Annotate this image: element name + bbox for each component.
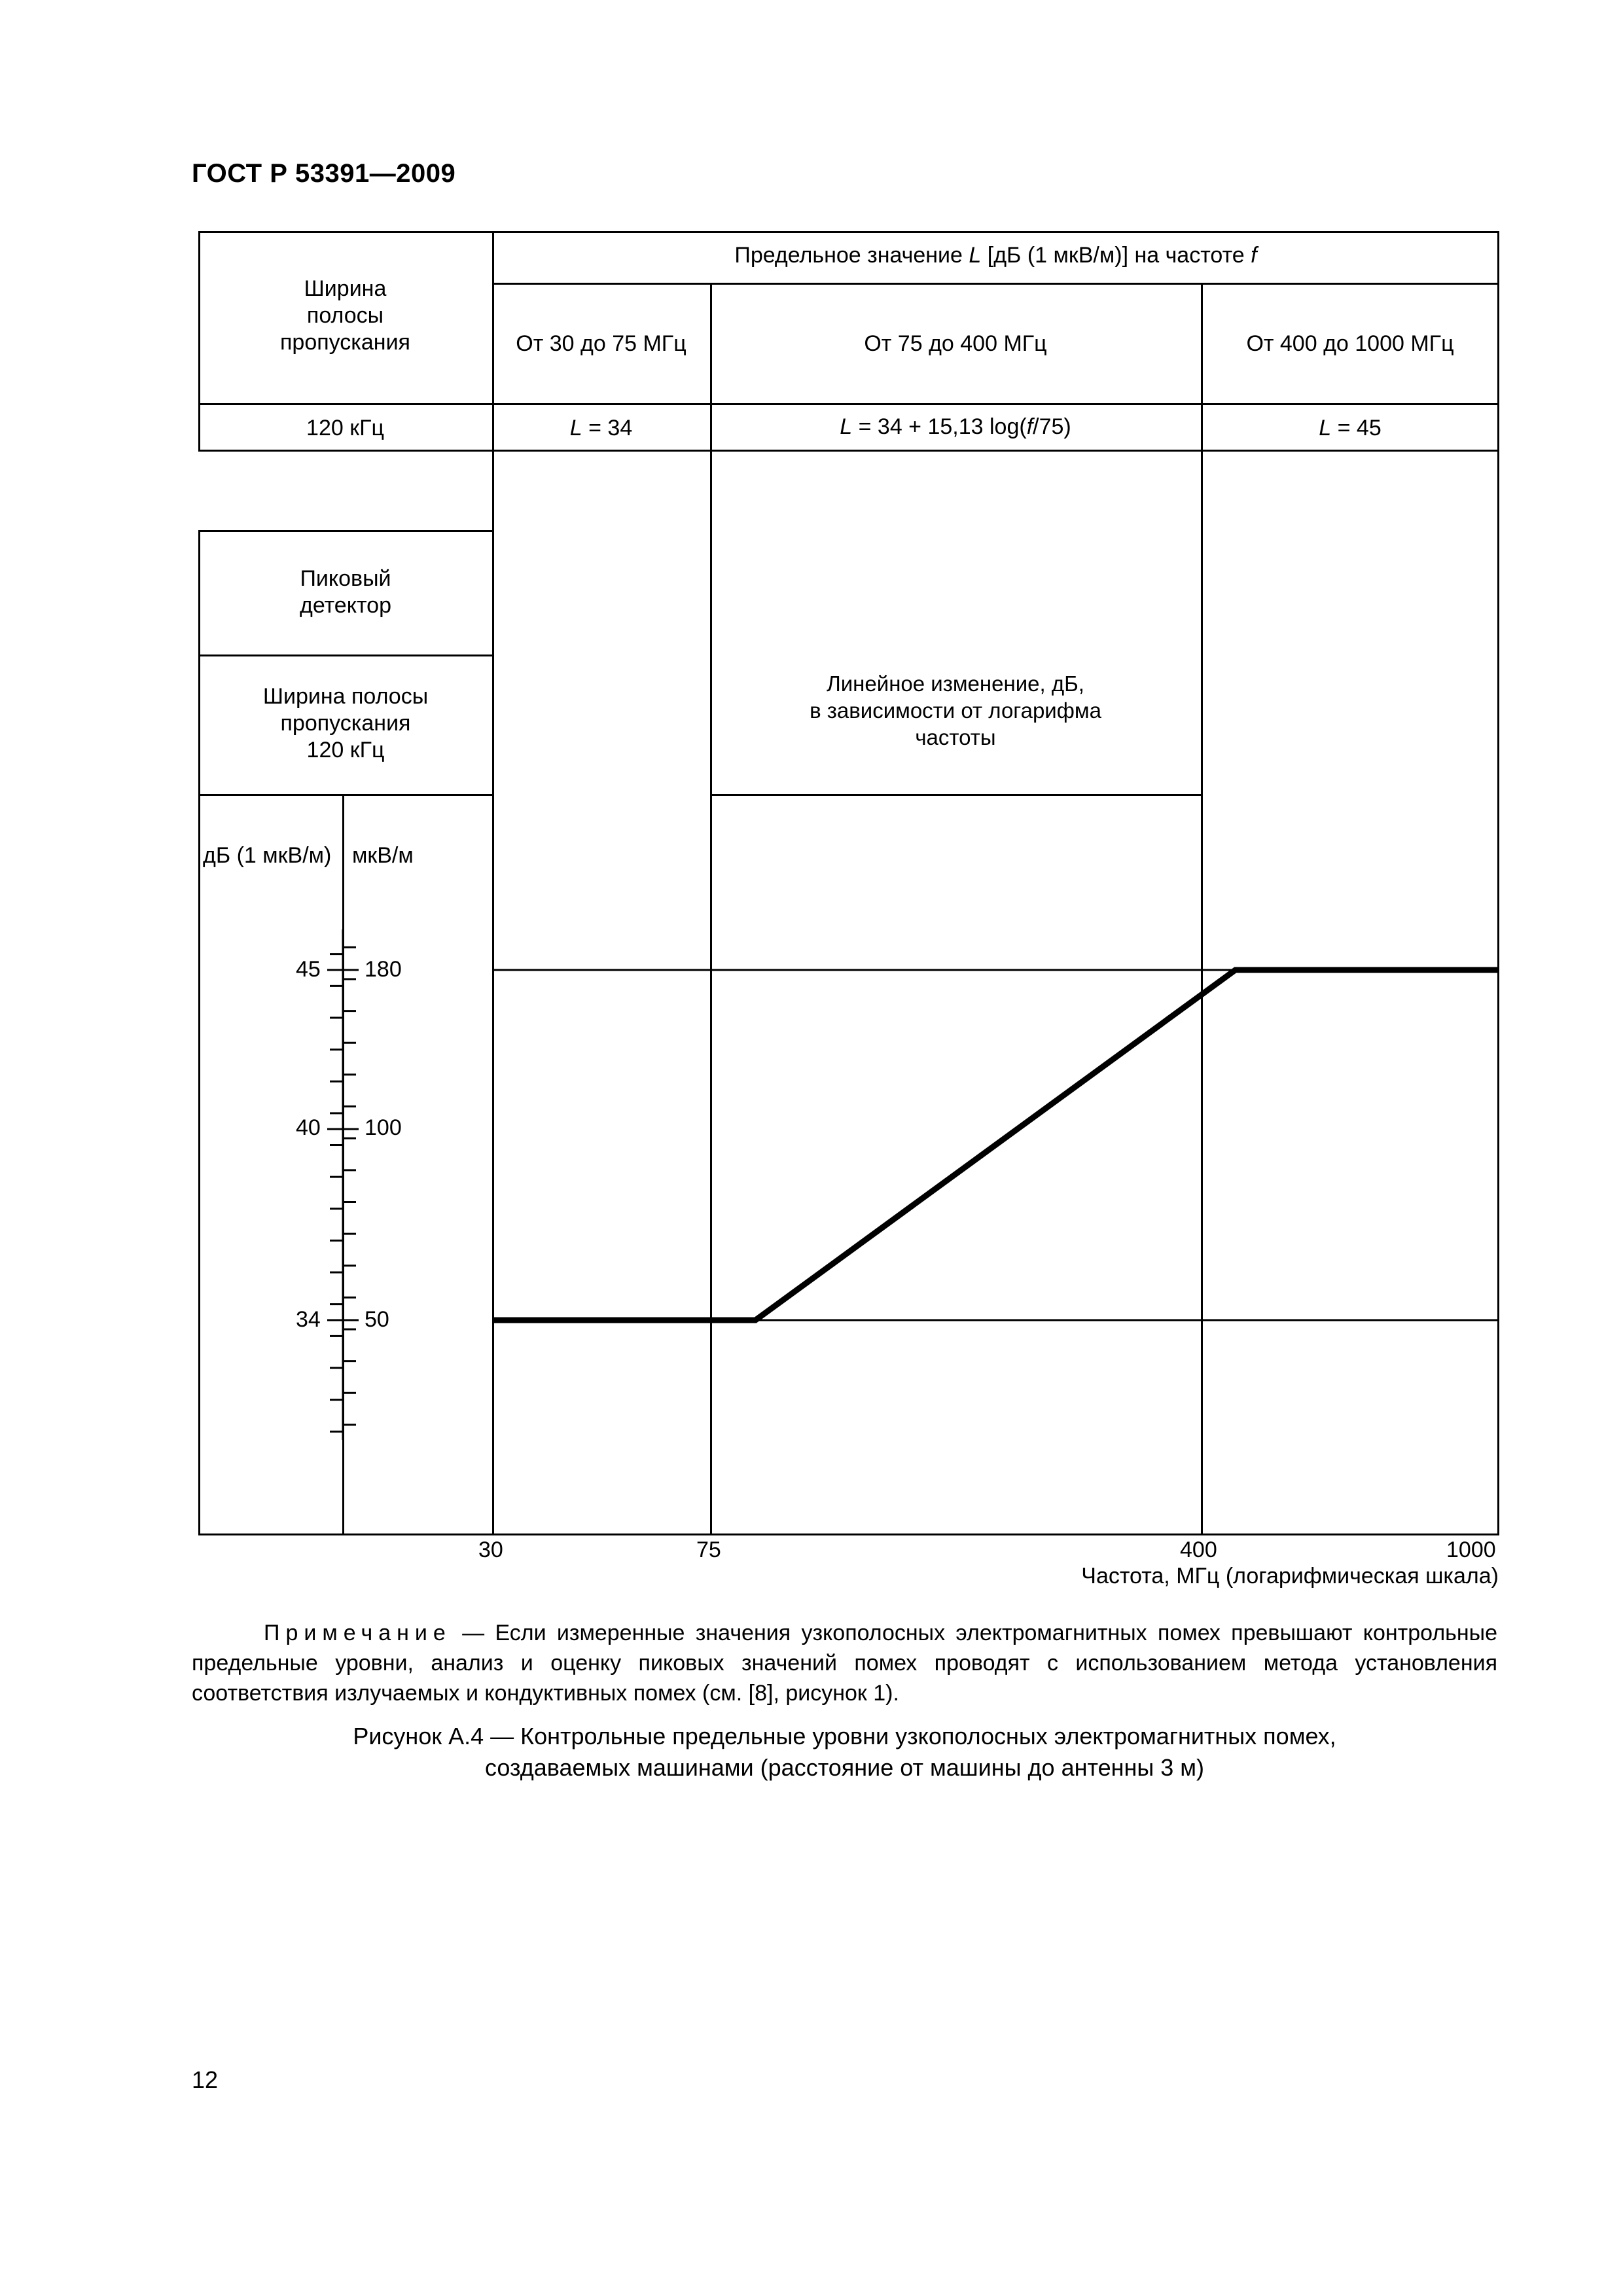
- y-tick-45-db: 45: [296, 957, 321, 982]
- detector-label: Пиковый детектор: [300, 566, 391, 618]
- y-tick-100-uv: 100: [365, 1115, 402, 1140]
- range-header-1: От 30 до 75 МГц: [516, 331, 687, 356]
- formula-2: L = 34 + 15,13 log(f/75): [840, 414, 1071, 439]
- document-header: ГОСТ Р 53391—2009: [192, 159, 456, 188]
- bandwidth-header: Ширина полосы пропускания: [280, 276, 410, 355]
- x-tick-30: 30: [478, 1537, 503, 1562]
- limit-curve: [493, 970, 1498, 1320]
- page-number: 12: [192, 2066, 219, 2093]
- y-tick-34-db: 34: [296, 1307, 321, 1332]
- formula-3: L = 45: [1319, 416, 1382, 440]
- y-tick-180-uv: 180: [365, 957, 402, 982]
- unit-uv-label: мкВ/м: [352, 843, 414, 868]
- range-header-3: От 400 до 1000 МГц: [1246, 331, 1454, 356]
- x-tick-400: 400: [1180, 1537, 1217, 1562]
- formula-1: L = 34: [569, 416, 633, 440]
- unit-db-label: дБ (1 мкВ/м): [203, 843, 332, 868]
- y-tick-50-uv: 50: [365, 1307, 389, 1332]
- note-paragraph: Примечание — Если измеренные значения узкополосных электромагнитных помех превышают контрольные предельные уровни, анализ и оценку пиковых значений помех проводят с использованием метода установления соответствия излучаемых и кондуктивных помех (см. [8], рисунок 1).: [192, 1621, 1497, 1706]
- figure-caption: Рисунок А.4 — Контрольные предельные уровни узкополосных электромагнитных помех, создаваемых машинами (расстояние от машины до антенны 3 м): [353, 1723, 1336, 1781]
- x-tick-1000: 1000: [1446, 1537, 1496, 1562]
- side-bandwidth-label: Ширина полосы пропускания 120 кГц: [262, 684, 429, 762]
- limit-header: Предельное значение L [дБ (1 мкВ/м)] на частоте f: [734, 243, 1257, 268]
- range-header-2: От 75 до 400 МГц: [864, 331, 1047, 356]
- x-tick-75: 75: [696, 1537, 721, 1562]
- y-tick-40-db: 40: [296, 1115, 321, 1140]
- linear-change-text: Линейное изменение, дБ, в зависимости от логарифма частоты: [810, 672, 1101, 749]
- bandwidth-value: 120 кГц: [306, 416, 384, 440]
- x-axis-title: Частота, МГц (логарифмическая шкала): [1081, 1564, 1499, 1588]
